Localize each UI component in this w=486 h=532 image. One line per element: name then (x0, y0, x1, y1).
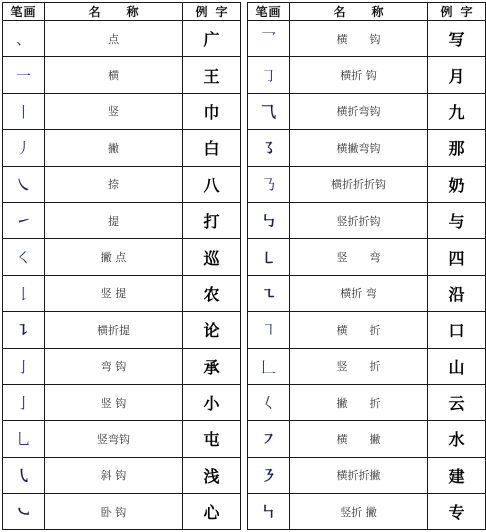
table-row (3, 93, 241, 129)
stroke-glyph: 丨 (3, 93, 45, 129)
stroke-name: 横折 弯 (290, 275, 428, 311)
stroke-reference-sheet (2, 2, 484, 528)
table-row (3, 202, 241, 238)
example-character: 奶 (428, 166, 486, 202)
stroke-name: 横折折撇 (290, 457, 428, 493)
stroke-glyph: 𠄌 (3, 275, 45, 311)
stroke-glyph: ㇀ (3, 202, 45, 238)
table-row (3, 275, 241, 311)
stroke-name: 竖折折钩 (290, 202, 428, 238)
stroke-glyph: ㇋ (248, 457, 290, 493)
stroke-name: 横 (45, 57, 183, 93)
stroke-glyph: 一 (3, 57, 45, 93)
stroke-name: 竖折 撇 (290, 494, 428, 530)
stroke-name: 提 (45, 202, 183, 238)
table-row (248, 457, 486, 493)
example-character: 打 (183, 202, 241, 238)
table-row (248, 21, 486, 57)
example-character: 九 (428, 93, 486, 129)
stroke-name: 横撇弯钩 (290, 130, 428, 166)
example-character: 白 (183, 130, 241, 166)
table-row (3, 21, 241, 57)
table-row (3, 384, 241, 420)
example-character: 写 (428, 21, 486, 57)
stroke-glyph: ㇊ (3, 312, 45, 348)
stroke-name: 撇 点 (45, 239, 183, 275)
stroke-glyph: ㇆ (248, 57, 290, 93)
stroke-name: 撇 折 (290, 384, 428, 420)
header-row (3, 3, 241, 21)
example-character: 沿 (428, 275, 486, 311)
table-row (248, 421, 486, 457)
stroke-glyph: 丿 (3, 130, 45, 166)
stroke-glyph: ㇄ (248, 239, 290, 275)
example-character: 论 (183, 312, 241, 348)
stroke-glyph: ㇉ (248, 202, 290, 238)
stroke-glyph: ㇂ (3, 457, 45, 493)
stroke-glyph: ㇡ (248, 166, 290, 202)
stroke-glyph: ㇏ (3, 166, 45, 202)
stroke-glyph: ㇛ (3, 239, 45, 275)
stroke-name: 点 (45, 21, 183, 57)
table-row (3, 130, 241, 166)
example-character: 云 (428, 384, 486, 420)
table-row (248, 239, 486, 275)
example-character: 巾 (183, 93, 241, 129)
table-row (3, 348, 241, 384)
stroke-glyph: ㇌ (248, 130, 290, 166)
stroke-table-right (247, 2, 486, 530)
stroke-glyph: 乛 (248, 21, 290, 57)
table-row (248, 166, 486, 202)
example-character: 口 (428, 312, 486, 348)
stroke-name: 横折弯钩 (290, 93, 428, 129)
example-character: 水 (428, 421, 486, 457)
table-row (248, 494, 486, 530)
example-character: 与 (428, 202, 486, 238)
stroke-glyph: 、 (3, 21, 45, 57)
table-row (3, 421, 241, 457)
example-character: 山 (428, 348, 486, 384)
stroke-name: 横折折折钩 (290, 166, 428, 202)
example-character: 广 (183, 21, 241, 57)
header-example: 例字 (428, 3, 486, 21)
stroke-glyph: ㇇ (248, 421, 290, 457)
stroke-glyph: 乚 (3, 421, 45, 457)
stroke-table-left (2, 2, 241, 530)
example-character: 八 (183, 166, 241, 202)
example-character: 四 (428, 239, 486, 275)
stroke-name: 竖 钩 (45, 384, 183, 420)
stroke-name: 横 钩 (290, 21, 428, 57)
table-row (3, 494, 241, 530)
stroke-name: 竖弯钩 (45, 421, 183, 457)
table-row (248, 312, 486, 348)
stroke-glyph: 𠃊 (248, 348, 290, 384)
stroke-name: 竖 弯 (290, 239, 428, 275)
stroke-glyph: 亅 (3, 348, 45, 384)
table-row (248, 93, 486, 129)
stroke-name: 撇 (45, 130, 183, 166)
header-example: 例字 (183, 3, 241, 21)
example-character: 巡 (183, 239, 241, 275)
table-row (3, 166, 241, 202)
stroke-glyph: 𡿨 (248, 384, 290, 420)
stroke-glyph: ㇞ (248, 494, 290, 530)
example-character: 屯 (183, 421, 241, 457)
table-row (248, 275, 486, 311)
example-character: 浅 (183, 457, 241, 493)
example-character: 建 (428, 457, 486, 493)
stroke-name: 横 撇 (290, 421, 428, 457)
example-character: 心 (183, 494, 241, 530)
example-character: 小 (183, 384, 241, 420)
table-row (248, 348, 486, 384)
header-stroke: 笔画 (248, 3, 290, 21)
table-row (248, 384, 486, 420)
stroke-glyph: ㇕ (248, 312, 290, 348)
stroke-name: 弯 钩 (45, 348, 183, 384)
example-character: 那 (428, 130, 486, 166)
table-row (3, 457, 241, 493)
table-row (3, 312, 241, 348)
table-row (248, 57, 486, 93)
stroke-glyph: 亅 (3, 384, 45, 420)
table-row (3, 57, 241, 93)
stroke-name: 横 折 (290, 312, 428, 348)
stroke-name: 竖 提 (45, 275, 183, 311)
example-character: 承 (183, 348, 241, 384)
header-row (248, 3, 486, 21)
stroke-name: 竖 (45, 93, 183, 129)
example-character: 王 (183, 57, 241, 93)
table-row (248, 130, 486, 166)
stroke-name: 竖 折 (290, 348, 428, 384)
table-row (3, 239, 241, 275)
header-stroke: 笔画 (3, 3, 45, 21)
stroke-name: 捺 (45, 166, 183, 202)
stroke-glyph: ㇃ (3, 494, 45, 530)
example-character: 月 (428, 57, 486, 93)
stroke-name: 横折提 (45, 312, 183, 348)
stroke-name: 斜 钩 (45, 457, 183, 493)
stroke-name: 卧 钩 (45, 494, 183, 530)
header-name: 名称 (290, 3, 428, 21)
stroke-name: 横折 钩 (290, 57, 428, 93)
example-character: 专 (428, 494, 486, 530)
stroke-glyph: ㇍ (248, 275, 290, 311)
stroke-glyph: ⺄ (248, 93, 290, 129)
table-row (248, 202, 486, 238)
header-name: 名称 (45, 3, 183, 21)
example-character: 农 (183, 275, 241, 311)
